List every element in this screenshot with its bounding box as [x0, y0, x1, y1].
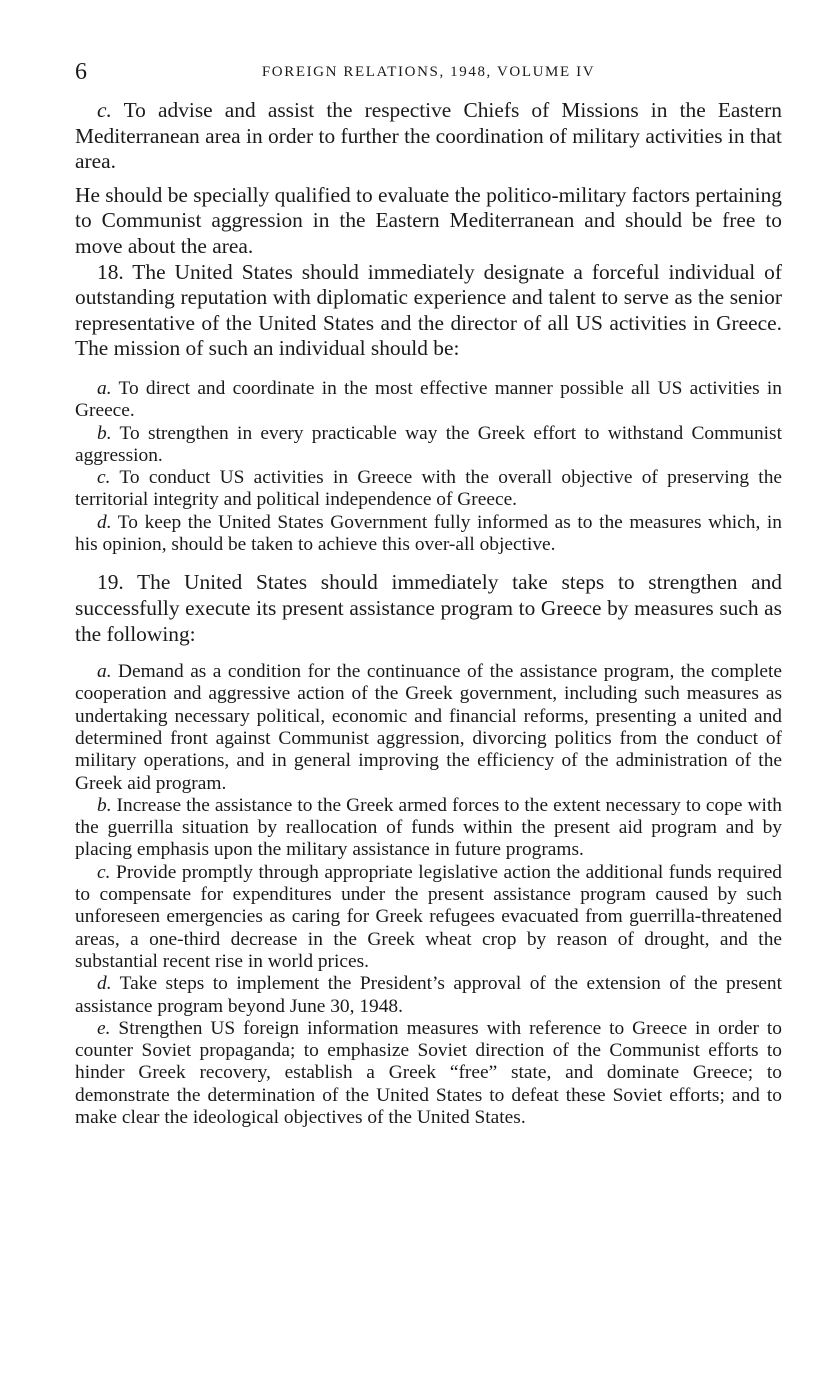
item-text: Strengthen US foreign information measures with reference to Greece in order to counter Soviet propaganda; to emphasize Soviet direction of the Communist efforts to hinder Greek recovery, establish a Greek “free” state, and dominate Greece; to demonstrate the determination of the United States to defeat these Soviet efforts; and to make clear the ideological objectives of the United States. [75, 1017, 782, 1129]
list-item [75, 973, 782, 1018]
list-item [75, 378, 782, 423]
item-text: To advise and assist the respective Chiefs of Missions in the Eastern Mediterranean area in order to further the coordination of military activities in that area. [75, 98, 782, 174]
item-letter: c. [97, 467, 111, 489]
paragraph-c-advise [75, 98, 782, 175]
item-text: Increase the assistance to the Greek armed forces to the extent necessary to cope with the guerrilla situation by reallocation of funds within the present aid program and by placing emphasis upon the military assistance in future programs. [75, 794, 782, 861]
item-text: To conduct US activities in Greece with the overall objective of preserving the territorial integrity and political independence of Greece. [75, 467, 783, 511]
item-text: To direct and coordinate in the most effective manner possible all US activities in Greece. [75, 377, 782, 422]
item-text: Provide promptly through appropriate legislative action the additional funds required to compensate for expenditures under the present assistance program caused by such unforeseen emergencies as caring for Greek refugees evacuated from guerrilla-threatened areas, a one-third decrease in the Greek wheat crop by reason of drought, and the substantial recent rise in world prices. [75, 861, 782, 972]
list-item [75, 795, 782, 862]
list-19 [75, 661, 782, 1129]
item-letter: a. [97, 377, 112, 399]
item-text: To strengthen in every practicable way the Greek effort to withstand Communist aggression. [75, 422, 782, 466]
item-letter: d. [97, 511, 112, 533]
running-head: FOREIGN RELATIONS, 1948, VOLUME IV [261, 64, 596, 80]
list-item [75, 512, 782, 557]
paragraph-19: 19. The United States should immediately take steps to strengthen and successfully execute its present assistance program to Greece by measures such as the following: [75, 570, 782, 646]
item-letter: b. [97, 794, 112, 816]
page-header [75, 58, 782, 86]
list-item [75, 423, 782, 468]
item-letter: c. [97, 861, 111, 883]
list-item [75, 661, 782, 795]
item-text: Demand as a condition for the continuance of the assistance program, the complete cooperation and aggressive action of the Greek government, including such measures as undertaking necessary political, economic and financial reforms, presenting a united and determined front against Communist aggression, divorcing politics from the conduct of military operations, and in general improving the efficiency of the administration of the Greek aid program. [75, 661, 782, 794]
item-letter: e. [97, 1017, 111, 1039]
item-letter: c. [97, 98, 112, 122]
list-item [75, 862, 782, 973]
paragraph-qualified: He should be specially qualified to evaluate the politico-military factors pertaining to Communist aggression in the Eastern Mediterranean and should be free to move about the area. [75, 182, 782, 258]
item-text: Take steps to implement the President’s approval of the extension of the present assistance program beyond June 30, 1948. [75, 973, 783, 1017]
item-letter: d. [97, 973, 112, 995]
item-text: To keep the United States Government fully informed as to the measures which, in his opinion, should be taken to achieve this over-all objective. [75, 511, 783, 556]
document-page [75, 58, 782, 1129]
paragraph-18: 18. The United States should immediately designate a forceful individual of outstanding reputation with diplomatic experience and talent to serve as the senior representative of the United States and the director of all US activities in Greece. The mission of such an individual should be: [75, 259, 782, 361]
list-item [75, 467, 782, 512]
list-item [75, 1018, 782, 1129]
page-number: 6 [75, 59, 87, 85]
item-letter: a. [97, 661, 112, 683]
item-letter: b. [97, 422, 112, 444]
list-18 [75, 378, 782, 556]
